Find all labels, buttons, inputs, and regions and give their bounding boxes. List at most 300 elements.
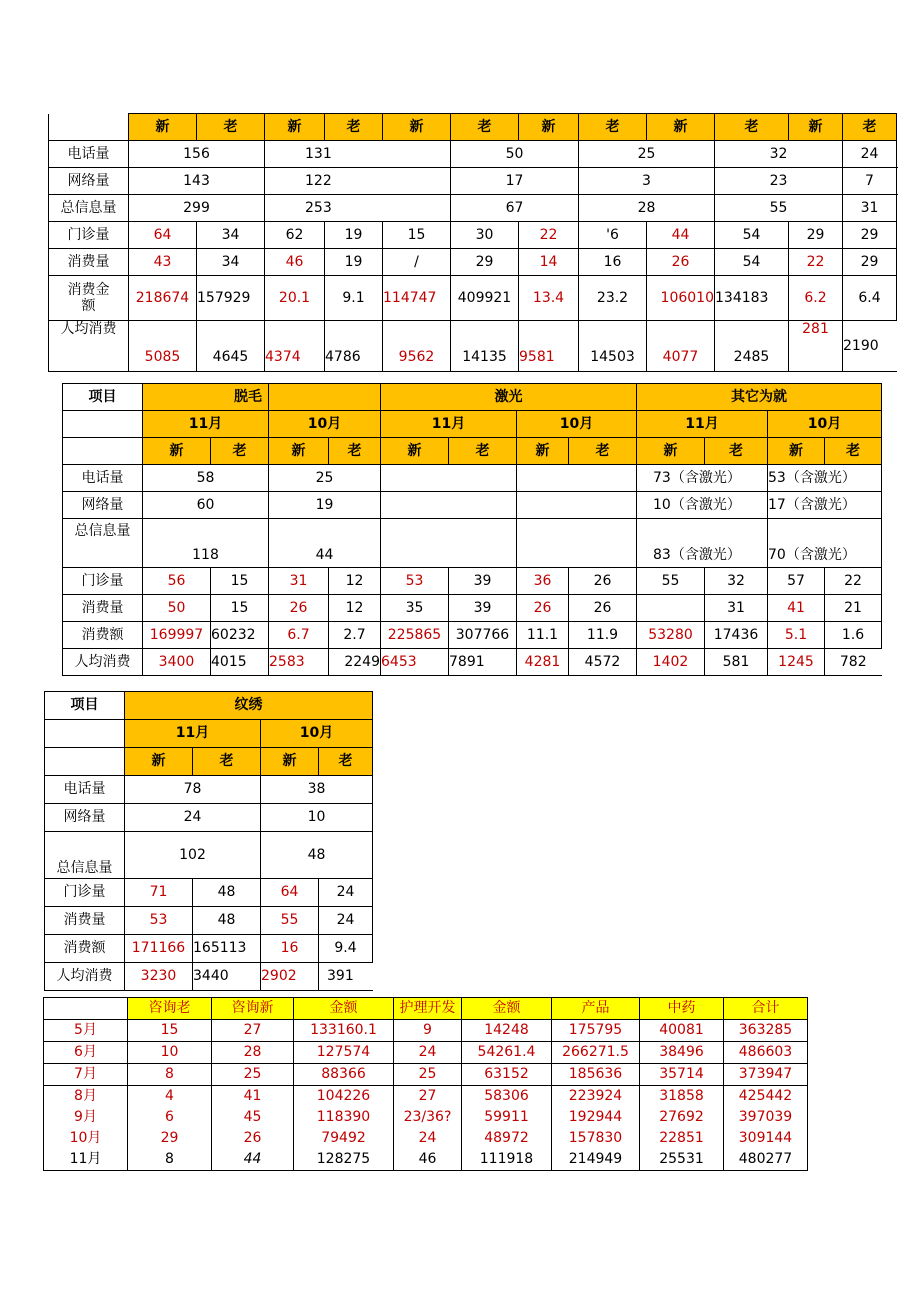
month-header: 11月 xyxy=(637,411,768,438)
row-label: 人均消费 xyxy=(49,321,129,372)
data-cell: / xyxy=(383,249,451,276)
header-cell: 新 xyxy=(129,114,197,141)
table-row xyxy=(49,195,897,222)
data-cell xyxy=(637,595,705,622)
item-label: 项目 xyxy=(63,384,143,411)
data-cell: 12 xyxy=(329,568,381,595)
data-cell: 21 xyxy=(825,595,882,622)
data-cell: 25 xyxy=(394,1064,462,1086)
row-label: 网络量 xyxy=(63,492,143,519)
data-cell: 15 xyxy=(128,1020,212,1042)
column-header: 咨询老 xyxy=(128,998,212,1020)
data-cell: 60232 xyxy=(211,622,269,649)
data-cell: 134183 xyxy=(715,276,789,321)
data-cell: 24 xyxy=(843,141,897,168)
data-cell: 480277 xyxy=(724,1149,808,1171)
data-cell: 23/36? xyxy=(394,1107,462,1128)
data-cell: 2485 xyxy=(715,321,789,372)
data-cell: 83（含激光） xyxy=(637,519,768,568)
data-cell: 106010 xyxy=(647,276,715,321)
month-label: 8月 xyxy=(44,1086,128,1108)
data-cell: 9 xyxy=(394,1020,462,1042)
table-row xyxy=(63,492,882,519)
data-cell: 309144 xyxy=(724,1128,808,1149)
data-cell: 8 xyxy=(128,1064,212,1086)
data-cell: '6 xyxy=(579,222,647,249)
data-cell: 26 xyxy=(517,595,569,622)
data-cell: 281 xyxy=(789,321,843,372)
monthly-summary-table xyxy=(43,997,808,1171)
data-cell: 14248 xyxy=(462,1020,552,1042)
row-label: 网络量 xyxy=(45,804,125,832)
data-cell: 50 xyxy=(143,595,211,622)
data-cell: 19 xyxy=(269,492,381,519)
data-cell: 64 xyxy=(129,222,197,249)
blank-cell xyxy=(63,438,143,465)
data-cell: 29 xyxy=(451,249,519,276)
data-cell: 78 xyxy=(125,776,261,804)
data-cell: 44 xyxy=(212,1149,294,1171)
data-cell: 2583 xyxy=(269,649,329,676)
row-label: 网络量 xyxy=(49,168,129,195)
table-row xyxy=(44,998,808,1020)
data-cell: 28 xyxy=(579,195,715,222)
data-cell: 15 xyxy=(211,568,269,595)
data-cell: 22 xyxy=(825,568,882,595)
data-cell: 23.2 xyxy=(579,276,647,321)
data-cell: 26 xyxy=(212,1128,294,1149)
blank-cell xyxy=(63,411,143,438)
data-cell: 9562 xyxy=(383,321,451,372)
data-cell: 24 xyxy=(319,907,373,935)
data-cell: 34 xyxy=(197,249,265,276)
data-cell: 55 xyxy=(261,907,319,935)
data-cell: 38 xyxy=(261,776,373,804)
data-cell: 46 xyxy=(265,249,325,276)
data-cell: 40081 xyxy=(640,1020,724,1042)
data-cell: 27692 xyxy=(640,1107,724,1128)
data-cell: 4281 xyxy=(517,649,569,676)
data-cell: 223924 xyxy=(552,1086,640,1108)
data-cell: 26 xyxy=(569,595,637,622)
row-label: 电话量 xyxy=(63,465,143,492)
data-cell: 54261.4 xyxy=(462,1042,552,1064)
data-cell: 9.1 xyxy=(325,276,383,321)
data-cell: 143 xyxy=(129,168,265,195)
data-cell: 50 xyxy=(451,141,579,168)
data-cell: 88366 xyxy=(294,1064,394,1086)
data-cell: 299 xyxy=(129,195,265,222)
embroidery-table xyxy=(44,691,373,991)
data-cell: 59911 xyxy=(462,1107,552,1128)
data-cell: 7 xyxy=(843,168,897,195)
column-header: 咨询新 xyxy=(212,998,294,1020)
data-cell: 26 xyxy=(647,249,715,276)
data-cell xyxy=(381,492,517,519)
data-cell: 70（含激光） xyxy=(768,519,882,568)
data-cell: 192944 xyxy=(552,1107,640,1128)
data-cell: 4786 xyxy=(325,321,383,372)
data-cell: 4015 xyxy=(211,649,269,676)
data-cell: 31 xyxy=(269,568,329,595)
data-cell: 16 xyxy=(261,935,319,963)
data-cell xyxy=(381,519,517,568)
data-cell: 127574 xyxy=(294,1042,394,1064)
header-cell: 老 xyxy=(329,438,381,465)
data-cell: 36 xyxy=(517,568,569,595)
header-cell: 新 xyxy=(261,748,319,776)
header-cell: 新 xyxy=(381,438,449,465)
data-cell: 25 xyxy=(579,141,715,168)
header-cell: 新 xyxy=(383,114,451,141)
header-cell: 老 xyxy=(715,114,789,141)
data-cell: 22 xyxy=(519,222,579,249)
data-cell: 25 xyxy=(269,465,381,492)
data-cell: 15 xyxy=(211,595,269,622)
table-row xyxy=(45,935,373,963)
data-cell: 4645 xyxy=(197,321,265,372)
data-cell: 31858 xyxy=(640,1086,724,1108)
header-cell: 新 xyxy=(125,748,193,776)
group-header: 纹绣 xyxy=(125,692,373,720)
table-row xyxy=(44,1064,808,1086)
data-cell: 22 xyxy=(789,249,843,276)
data-cell: 14 xyxy=(519,249,579,276)
summary-table-1 xyxy=(48,113,897,372)
table-row xyxy=(63,568,882,595)
data-cell: 53 xyxy=(381,568,449,595)
data-cell: 44 xyxy=(647,222,715,249)
data-cell xyxy=(517,519,637,568)
data-cell: 165113 xyxy=(193,935,261,963)
data-cell: 8 xyxy=(128,1149,212,1171)
data-cell: 2902 xyxy=(261,963,319,991)
data-cell: 6453 xyxy=(381,649,449,676)
data-cell: 29 xyxy=(843,249,897,276)
data-cell: 373947 xyxy=(724,1064,808,1086)
data-cell: 185636 xyxy=(552,1064,640,1086)
data-cell: 32 xyxy=(705,568,768,595)
row-label: 电话量 xyxy=(45,776,125,804)
table-row xyxy=(49,276,897,321)
month-header: 11月 xyxy=(125,720,261,748)
data-cell: 4572 xyxy=(569,649,637,676)
table-row xyxy=(45,748,373,776)
data-cell: 27 xyxy=(394,1086,462,1108)
data-cell: 122 xyxy=(265,168,451,195)
column-header: 中药 xyxy=(640,998,724,1020)
header-cell: 老 xyxy=(197,114,265,141)
data-cell: 31 xyxy=(705,595,768,622)
data-cell: 4077 xyxy=(647,321,715,372)
data-cell: 58 xyxy=(143,465,269,492)
table-row xyxy=(63,649,882,676)
group-header-blank xyxy=(269,384,381,411)
header-cell: 老 xyxy=(843,114,897,141)
row-label: 门诊量 xyxy=(45,879,125,907)
group-header: 其它为就 xyxy=(637,384,882,411)
header-cell: 老 xyxy=(449,438,517,465)
header-cell: 新 xyxy=(517,438,569,465)
data-cell: 27 xyxy=(212,1020,294,1042)
data-cell: 26 xyxy=(569,568,637,595)
data-cell: 5085 xyxy=(129,321,197,372)
row-label: 消费量 xyxy=(63,595,143,622)
data-cell: 32 xyxy=(715,141,843,168)
data-cell: 29 xyxy=(789,222,843,249)
column-header: 金额 xyxy=(462,998,552,1020)
header-cell: 新 xyxy=(768,438,825,465)
row-label: 总信息量 xyxy=(49,195,129,222)
data-cell: 218674 xyxy=(129,276,197,321)
summary-table-2 xyxy=(62,383,882,676)
data-cell: 1402 xyxy=(637,649,705,676)
header-cell: 老 xyxy=(325,114,383,141)
data-cell: 118390 xyxy=(294,1107,394,1128)
row-label: 消费额 xyxy=(45,935,125,963)
table-row xyxy=(49,321,897,372)
table-row xyxy=(49,168,897,195)
header-cell: 老 xyxy=(211,438,269,465)
table-row xyxy=(63,622,882,649)
table-row xyxy=(49,222,897,249)
data-cell: 391 xyxy=(319,963,373,991)
header-cell: 老 xyxy=(705,438,768,465)
table-row xyxy=(63,384,882,411)
data-cell: 131 xyxy=(265,141,451,168)
row-label: 消费量 xyxy=(45,907,125,935)
data-cell: 6.7 xyxy=(269,622,329,649)
blank-cell xyxy=(45,720,125,748)
table-row xyxy=(44,1107,808,1128)
data-cell: 44 xyxy=(269,519,381,568)
table-row xyxy=(45,692,373,720)
column-header: 金额 xyxy=(294,998,394,1020)
data-cell: 39 xyxy=(449,595,517,622)
data-cell: 133160.1 xyxy=(294,1020,394,1042)
data-cell: 397039 xyxy=(724,1107,808,1128)
data-cell: 10 xyxy=(128,1042,212,1064)
data-cell: 214949 xyxy=(552,1149,640,1171)
data-cell: 171166 xyxy=(125,935,193,963)
data-cell: 11.1 xyxy=(517,622,569,649)
data-cell: 9581 xyxy=(519,321,579,372)
row-label: 消费量 xyxy=(49,249,129,276)
data-cell: 253 xyxy=(265,195,451,222)
data-cell: 24 xyxy=(394,1042,462,1064)
data-cell: 425442 xyxy=(724,1086,808,1108)
data-cell: 57 xyxy=(768,568,825,595)
data-cell: 486603 xyxy=(724,1042,808,1064)
data-cell: 30 xyxy=(451,222,519,249)
data-cell: 6.2 xyxy=(789,276,843,321)
data-cell: 169997 xyxy=(143,622,211,649)
header-cell: 老 xyxy=(825,438,882,465)
header-cell: 新 xyxy=(789,114,843,141)
data-cell: 48 xyxy=(193,879,261,907)
data-cell: 14135 xyxy=(451,321,519,372)
data-cell: 55 xyxy=(637,568,705,595)
data-cell: 409921 xyxy=(451,276,519,321)
corner-cell xyxy=(49,114,129,141)
data-cell: 10 xyxy=(261,804,373,832)
data-cell: 4374 xyxy=(265,321,325,372)
data-cell: 4 xyxy=(128,1086,212,1108)
data-cell: 17 xyxy=(451,168,579,195)
column-header: 合计 xyxy=(724,998,808,1020)
data-cell: 782 xyxy=(825,649,882,676)
data-cell: 53（含激光） xyxy=(768,465,882,492)
month-label: 6月 xyxy=(44,1042,128,1064)
data-cell: 29 xyxy=(843,222,897,249)
data-cell: 157929 xyxy=(197,276,265,321)
table-row xyxy=(44,1128,808,1149)
data-cell: 25 xyxy=(212,1064,294,1086)
data-cell: 114747 xyxy=(383,276,451,321)
header-cell: 老 xyxy=(451,114,519,141)
table-row xyxy=(45,963,373,991)
header-cell: 新 xyxy=(519,114,579,141)
data-cell: 266271.5 xyxy=(552,1042,640,1064)
data-cell: 54 xyxy=(715,222,789,249)
table-row xyxy=(49,114,897,141)
data-cell: 111918 xyxy=(462,1149,552,1171)
data-cell xyxy=(517,492,637,519)
table-row xyxy=(44,1020,808,1042)
data-cell: 7891 xyxy=(449,649,517,676)
table-row xyxy=(63,438,882,465)
data-cell: 20.1 xyxy=(265,276,325,321)
data-cell: 35 xyxy=(381,595,449,622)
data-cell: 581 xyxy=(705,649,768,676)
data-cell: 67 xyxy=(451,195,579,222)
data-cell: 60 xyxy=(143,492,269,519)
data-cell: 6 xyxy=(128,1107,212,1128)
month-header: 10月 xyxy=(261,720,373,748)
header-cell: 新 xyxy=(647,114,715,141)
data-cell: 128275 xyxy=(294,1149,394,1171)
data-cell: 157830 xyxy=(552,1128,640,1149)
item-label: 项目 xyxy=(45,692,125,720)
month-header: 10月 xyxy=(269,411,381,438)
table-row xyxy=(63,595,882,622)
data-cell: 53 xyxy=(125,907,193,935)
table-row xyxy=(45,804,373,832)
header-cell: 新 xyxy=(265,114,325,141)
data-cell: 5.1 xyxy=(768,622,825,649)
header-cell: 老 xyxy=(579,114,647,141)
data-cell: 17436 xyxy=(705,622,768,649)
data-cell: 35714 xyxy=(640,1064,724,1086)
table-row xyxy=(63,465,882,492)
table-row xyxy=(45,879,373,907)
data-cell: 26 xyxy=(269,595,329,622)
data-cell: 6.4 xyxy=(843,276,897,321)
data-cell: 64 xyxy=(261,879,319,907)
data-cell: 2190 xyxy=(843,321,897,372)
group-header: 激光 xyxy=(381,384,637,411)
data-cell: 38496 xyxy=(640,1042,724,1064)
table-row xyxy=(63,411,882,438)
data-cell: 19 xyxy=(325,222,383,249)
data-cell: 9.4 xyxy=(319,935,373,963)
data-cell: 3 xyxy=(579,168,715,195)
month-label: 9月 xyxy=(44,1107,128,1128)
data-cell: 16 xyxy=(579,249,647,276)
data-cell: 24 xyxy=(394,1128,462,1149)
data-cell: 307766 xyxy=(449,622,517,649)
data-cell: 22851 xyxy=(640,1128,724,1149)
month-header: 10月 xyxy=(768,411,882,438)
table-row xyxy=(49,141,897,168)
data-cell: 225865 xyxy=(381,622,449,649)
data-cell: 53280 xyxy=(637,622,705,649)
header-cell: 新 xyxy=(143,438,211,465)
data-cell: 25531 xyxy=(640,1149,724,1171)
row-label: 人均消费 xyxy=(63,649,143,676)
data-cell: 156 xyxy=(129,141,265,168)
data-cell: 15 xyxy=(383,222,451,249)
data-cell: 41 xyxy=(768,595,825,622)
month-header: 10月 xyxy=(517,411,637,438)
group-header: 脱毛 xyxy=(143,384,269,411)
data-cell xyxy=(381,465,517,492)
data-cell: 1.6 xyxy=(825,622,882,649)
data-cell: 73（含激光） xyxy=(637,465,768,492)
data-cell: 34 xyxy=(197,222,265,249)
month-label: 11月 xyxy=(44,1149,128,1171)
table-row xyxy=(45,832,373,879)
data-cell: 1245 xyxy=(768,649,825,676)
data-cell: 118 xyxy=(143,519,269,568)
header-cell: 老 xyxy=(319,748,373,776)
data-cell: 11.9 xyxy=(569,622,637,649)
row-label: 总信息量 xyxy=(45,832,125,879)
data-cell: 3400 xyxy=(143,649,211,676)
table-row xyxy=(49,249,897,276)
data-cell: 10（含激光） xyxy=(637,492,768,519)
data-cell: 17（含激光） xyxy=(768,492,882,519)
data-cell: 28 xyxy=(212,1042,294,1064)
row-label: 总信息量 xyxy=(63,519,143,568)
data-cell: 3440 xyxy=(193,963,261,991)
data-cell: 102 xyxy=(125,832,261,879)
header-cell: 新 xyxy=(269,438,329,465)
data-cell: 19 xyxy=(325,249,383,276)
data-cell: 46 xyxy=(394,1149,462,1171)
blank-cell xyxy=(44,998,128,1020)
data-cell: 71 xyxy=(125,879,193,907)
row-label: 消费金额 xyxy=(49,276,129,321)
data-cell: 39 xyxy=(449,568,517,595)
blank-cell xyxy=(45,748,125,776)
month-label: 7月 xyxy=(44,1064,128,1086)
data-cell: 48972 xyxy=(462,1128,552,1149)
data-cell: 41 xyxy=(212,1086,294,1108)
data-cell: 56 xyxy=(143,568,211,595)
month-header: 11月 xyxy=(143,411,269,438)
data-cell: 55 xyxy=(715,195,843,222)
data-cell: 43 xyxy=(129,249,197,276)
table-row xyxy=(45,907,373,935)
column-header: 产品 xyxy=(552,998,640,1020)
month-header: 11月 xyxy=(381,411,517,438)
row-label: 门诊量 xyxy=(63,568,143,595)
data-cell: 48 xyxy=(261,832,373,879)
table-row xyxy=(44,1042,808,1064)
data-cell: 58306 xyxy=(462,1086,552,1108)
data-cell: 24 xyxy=(125,804,261,832)
